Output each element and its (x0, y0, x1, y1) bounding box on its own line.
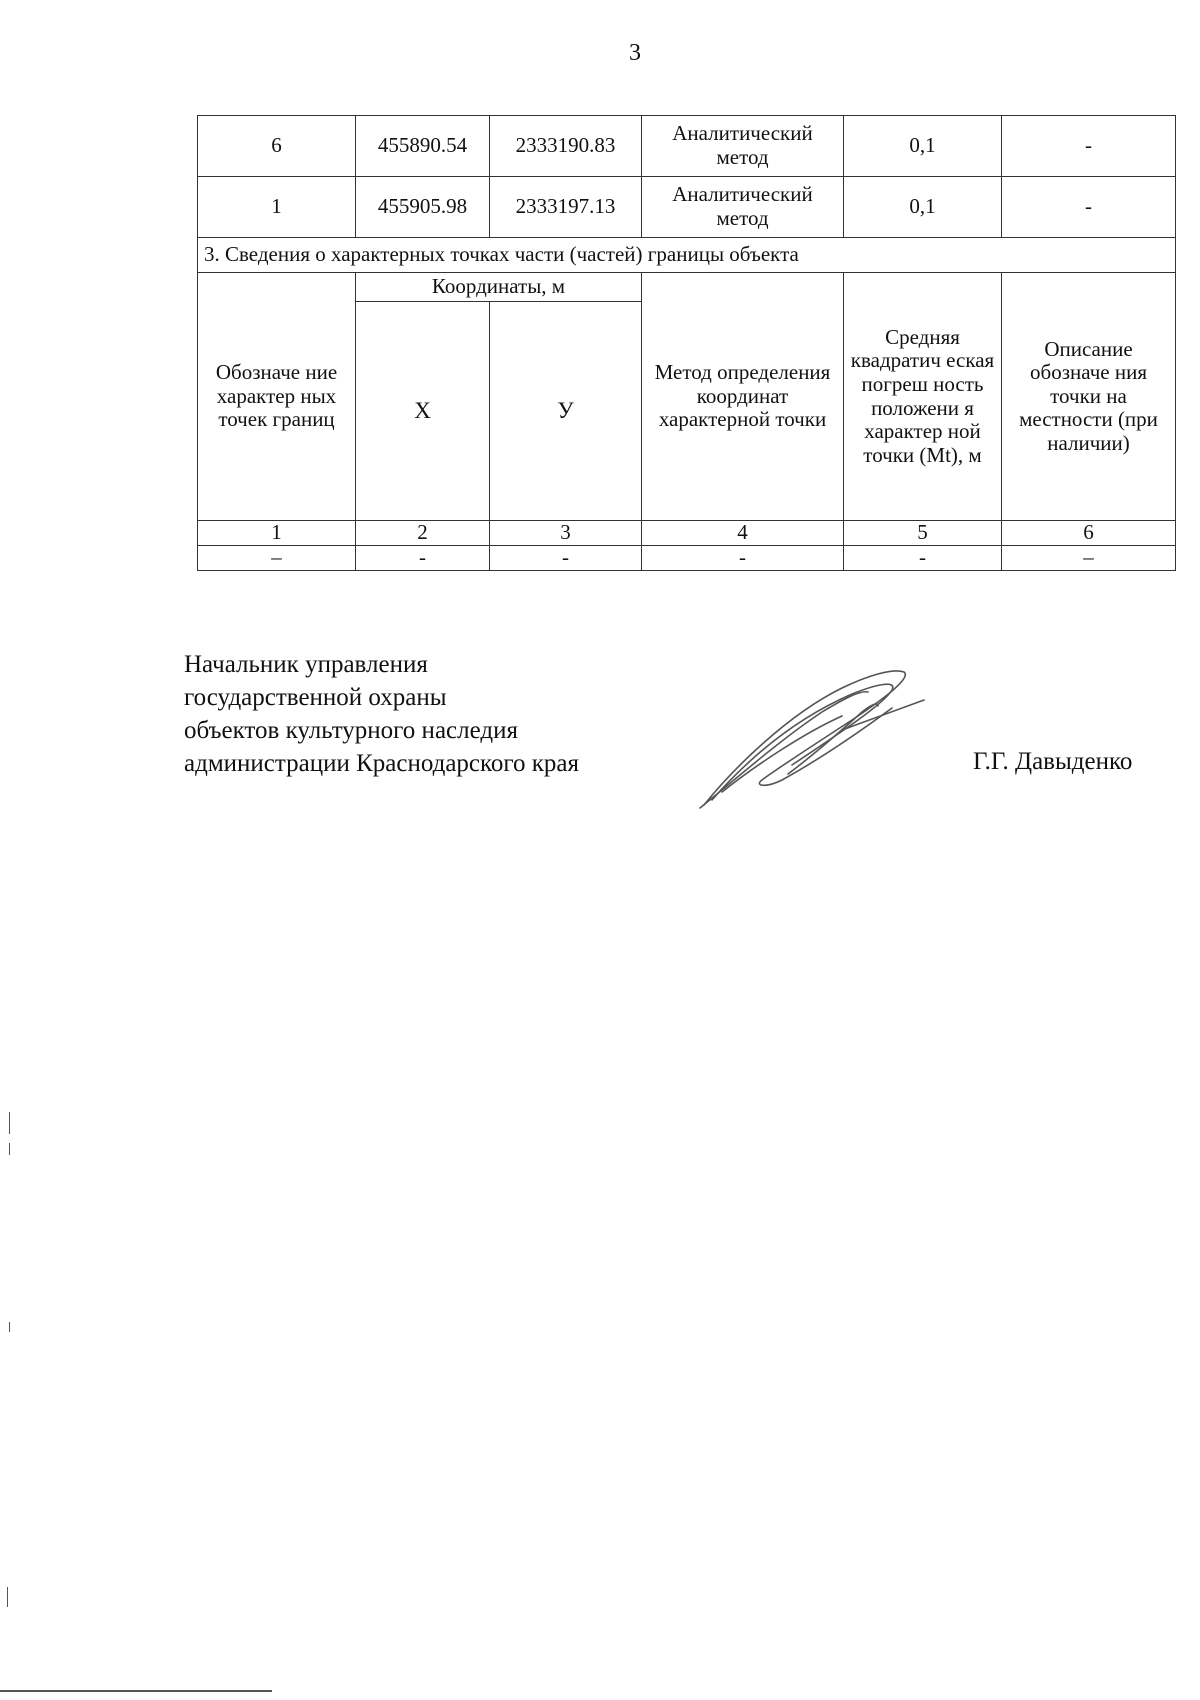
empty-cell: - (642, 546, 844, 571)
scan-artifact-line (7, 1587, 8, 1607)
column-number: 6 (1002, 521, 1176, 546)
section-title: 3. Сведения о характерных точках части (частей) границы объекта (198, 238, 1176, 273)
point-cell: 1 (198, 177, 356, 238)
scan-artifact-line (0, 1690, 272, 1692)
scan-artifact-line (9, 1143, 10, 1155)
column-number: 3 (490, 521, 642, 546)
header-x: Х (356, 302, 490, 521)
signer-name: Г.Г. Давыденко (973, 748, 1133, 775)
point-cell: 6 (198, 116, 356, 177)
section-title-row (198, 238, 1176, 273)
table-row (198, 177, 1176, 238)
coordinates-table (197, 115, 1176, 571)
description-cell: - (1002, 116, 1176, 177)
empty-cell: - (490, 546, 642, 571)
header-coordinates: Координаты, м (356, 273, 642, 302)
x-cell: 455890.54 (356, 116, 490, 177)
handwritten-signature (692, 660, 942, 810)
x-cell: 455905.98 (356, 177, 490, 238)
header-point: Обозначе ние характер ных точек границ (198, 273, 356, 521)
header-description: Описание обозначе ния точки на местности (при наличии) (1002, 273, 1176, 521)
empty-cell: – (198, 546, 356, 571)
error-cell: 0,1 (844, 116, 1002, 177)
header-method: Метод определения координат характерной точки (642, 273, 844, 521)
method-cell: Аналитический метод (642, 116, 844, 177)
column-number: 2 (356, 521, 490, 546)
method-cell: Аналитический метод (642, 177, 844, 238)
description-cell: - (1002, 177, 1176, 238)
empty-cell: - (844, 546, 1002, 571)
position-line: администрации Краснодарского края (184, 750, 580, 777)
column-number: 5 (844, 521, 1002, 546)
scan-artifact-line (9, 1322, 10, 1332)
y-cell: 2333197.13 (490, 177, 642, 238)
page-number: 3 (629, 40, 641, 66)
column-number: 1 (198, 521, 356, 546)
empty-cell: - (356, 546, 490, 571)
empty-cell: – (1002, 546, 1176, 571)
header-y: У (490, 302, 642, 521)
scan-artifact-line (9, 1112, 10, 1134)
table-row (198, 116, 1176, 177)
signer-position (184, 648, 579, 780)
position-line: государственной охраны (184, 684, 447, 711)
error-cell: 0,1 (844, 177, 1002, 238)
header-row (198, 273, 1176, 302)
y-cell: 2333190.83 (490, 116, 642, 177)
column-numbers-row (198, 521, 1176, 546)
position-line: Начальник управления (184, 651, 428, 678)
column-number: 4 (642, 521, 844, 546)
position-line: объектов культурного наследия (184, 717, 518, 744)
empty-data-row (198, 546, 1176, 571)
header-error: Средняя квадратич еская погреш ность положени я характер ной точки (Mt), м (844, 273, 1002, 521)
